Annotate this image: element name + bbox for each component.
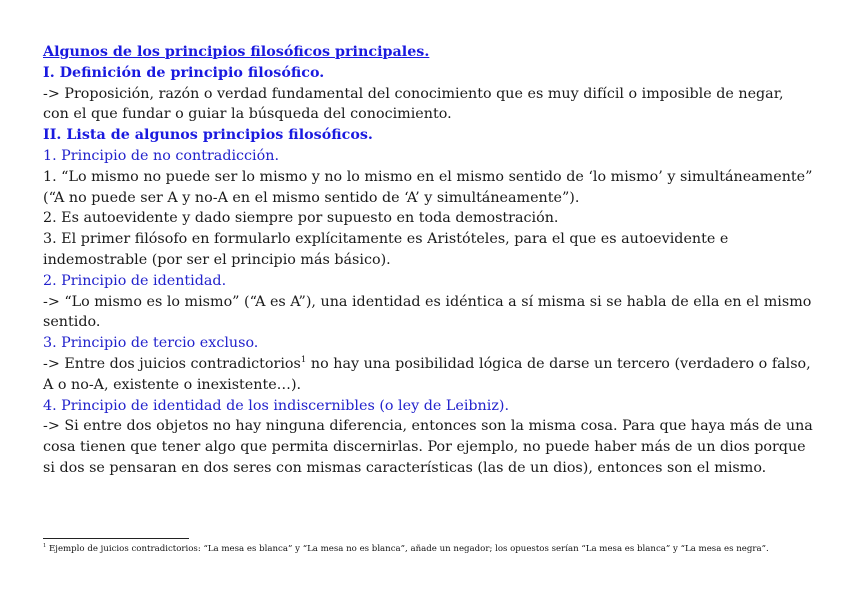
principle-4-heading: 4. Principio de identidad de los indiscernibles (o ley de Leibniz). — [43, 397, 509, 414]
section-1-heading: I. Definición de principio filosófico. — [43, 64, 325, 81]
principle-1-point-3: 3. El primer filósofo en formularlo explícitamente es Aristóteles, para el que es autoevidente e indemostrable (por ser el principio más básico). — [43, 231, 729, 268]
section-2-heading: II. Lista de algunos principios filosóficos. — [43, 127, 373, 144]
principle-4-text: -> Si entre dos objetos no hay ninguna diferencia, entonces son la misma cosa. Para que haya más de una cosa tienen que tener algo que permita discernirlas. Por ejemplo, no puede haber más de un dios porque si dos se pensaran en dos seres con mismas características (las de un dios), entonces son el mismo. — [43, 418, 813, 476]
principle-1-point-1: 1. “Lo mismo no puede ser lo mismo y no lo mismo en el mismo sentido de ‘lo mismo’ y simultáneamente” (“A no puede ser A y no-A en el mismo sentido de ‘A’ y simultáneamente”). — [43, 168, 813, 206]
footnote-separator — [43, 538, 189, 539]
footnote-reference[interactable]: 1 — [300, 355, 307, 366]
section-1-text: -> Proposición, razón o verdad fundamental del conocimiento que es muy difícil o imposible de negar, con el que fundar o guiar la búsqueda del conocimiento. — [43, 85, 784, 123]
principle-2-heading: 2. Principio de identidad. — [43, 272, 227, 289]
principle-3-text-after: no hay una posibilidad lógica de darse un tercero (verdadero o falso, A o no-A, existente o inexistente…). — [43, 355, 811, 393]
document-content — [43, 42, 813, 479]
footnote-text: Ejemplo de juicios contradictorios: “La mesa es blanca” y “La mesa no es blanca”, añade un negador; los opuestos serían “La mesa es blanca” y “La mesa es negra”. — [46, 544, 769, 554]
principle-1-heading: 1. Principio de no contradicción. — [43, 147, 279, 164]
document-title: Algunos de los principios filosóficos principales. — [43, 44, 430, 60]
principle-3-text — [43, 354, 813, 396]
principle-3-text-before: -> Entre dos juicios contradictorios — [43, 355, 301, 372]
principle-3-heading: 3. Principio de tercio excluso. — [43, 335, 259, 352]
principle-1-point-2: 2. Es autoevidente y dado siempre por supuesto en toda demostración. — [43, 210, 559, 227]
principle-2-text: -> “Lo mismo es lo mismo” (“A es A”), una identidad es idéntica a sí misma si se habla de ella en el mismo sentido. — [43, 293, 812, 331]
footnote-mark: 1 — [43, 543, 47, 550]
footnote — [43, 543, 823, 555]
